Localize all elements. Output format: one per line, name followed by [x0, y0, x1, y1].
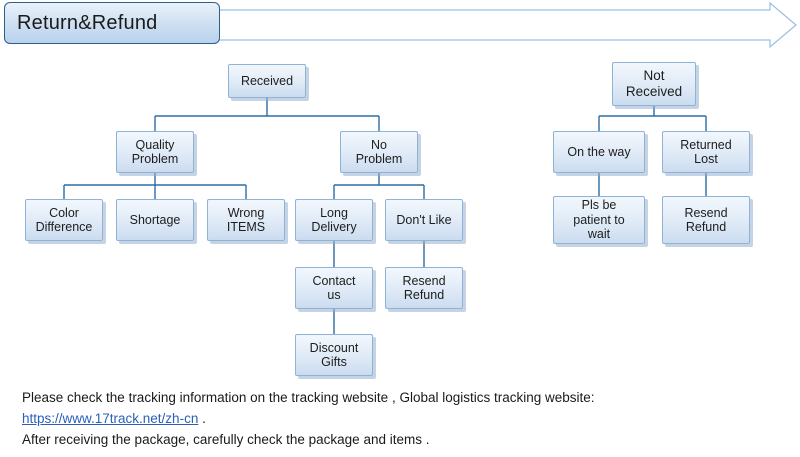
node-color-difference-line1: Color	[49, 205, 79, 220]
node-not-received[interactable]	[612, 62, 696, 106]
node-resend-refund-no-problem-line1: Resend	[402, 273, 446, 288]
node-on-the-way[interactable]	[553, 131, 645, 173]
node-discount-gifts-line1: Discount	[309, 340, 359, 355]
node-resend-refund-no-problem[interactable]	[385, 267, 463, 309]
node-dont-like[interactable]	[385, 199, 463, 241]
node-dont-like-label: Don't Like	[396, 212, 452, 227]
node-not-received-line2: Received	[625, 84, 683, 99]
node-discount-gifts-line2: Gifts	[321, 355, 347, 369]
node-shortage[interactable]	[116, 199, 194, 241]
node-on-the-way-label: On the way	[567, 144, 631, 159]
footer-line-2	[22, 409, 782, 430]
node-returned-lost-line1: Returned	[680, 137, 732, 152]
node-color-difference[interactable]	[25, 199, 103, 241]
node-contact-us-line2: us	[327, 288, 341, 302]
node-wrong-items[interactable]	[207, 199, 285, 241]
node-pls-be-patient-line1: Pls be	[581, 198, 617, 213]
node-long-delivery-line2: Delivery	[311, 220, 357, 234]
node-shortage-label: Shortage	[129, 212, 181, 227]
node-quality-problem-line2: Problem	[131, 152, 179, 166]
node-no-problem-line2: Problem	[355, 152, 403, 166]
node-discount-gifts[interactable]	[295, 334, 373, 376]
node-received[interactable]	[228, 64, 306, 98]
node-wrong-items-line1: Wrong	[227, 205, 265, 220]
node-resend-refund-returned-lost[interactable]	[662, 196, 750, 244]
node-pls-be-patient-line3: wait	[587, 227, 611, 242]
node-pls-be-patient-line2: patient to	[573, 212, 625, 227]
node-quality-problem-line1: Quality	[135, 137, 175, 152]
node-color-difference-line2: Difference	[35, 220, 93, 234]
node-contact-us-line1: Contact	[312, 273, 356, 288]
node-resend-refund-returned-lost-line2: Refund	[685, 220, 727, 234]
node-resend-refund-no-problem-line2: Refund	[403, 288, 445, 302]
banner-title-label: Return&Refund	[17, 11, 158, 34]
node-contact-us[interactable]	[295, 267, 373, 309]
node-returned-lost[interactable]	[662, 131, 750, 173]
node-not-received-line1: Not	[643, 68, 665, 84]
node-returned-lost-line2: Lost	[694, 152, 718, 166]
node-pls-be-patient-to-wait[interactable]	[553, 196, 645, 244]
footer-note	[22, 388, 782, 451]
node-no-problem[interactable]	[340, 131, 418, 173]
node-received-label: Received	[240, 73, 294, 88]
node-quality-problem[interactable]	[116, 131, 194, 173]
node-resend-refund-returned-lost-line1: Resend	[684, 205, 728, 220]
footer-line-3: After receiving the package, carefully check the package and items .	[22, 431, 430, 447]
node-long-delivery-line1: Long	[320, 205, 348, 220]
node-no-problem-line1: No	[371, 137, 387, 152]
node-long-delivery[interactable]	[295, 199, 373, 241]
node-wrong-items-line2: ITEMS	[226, 220, 266, 234]
footer-link-suffix: .	[202, 410, 206, 426]
footer-line-1: Please check the tracking information on the tracking website , Global logistics tracking website:	[22, 390, 595, 405]
tracking-website-link[interactable]: https://www.17track.net/zh-cn	[22, 410, 199, 426]
